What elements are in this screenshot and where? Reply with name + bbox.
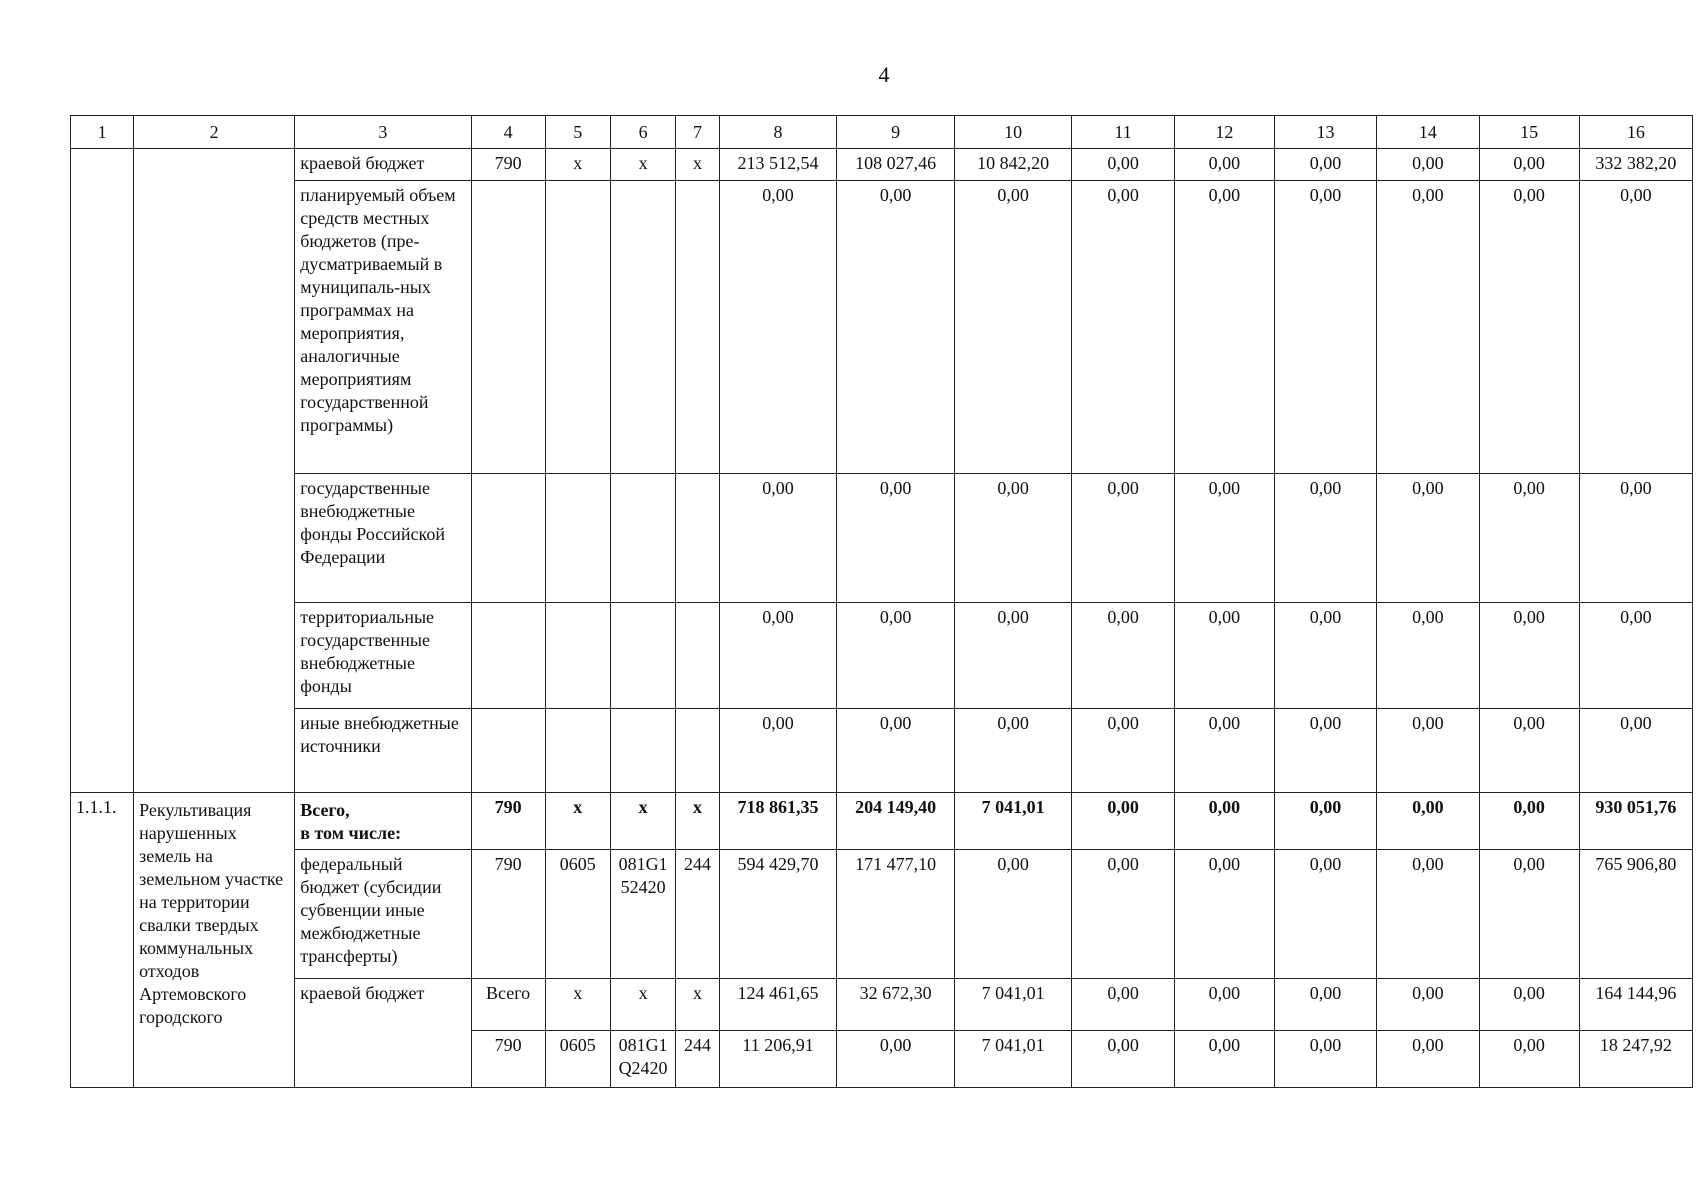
value-cell: 0,00 [1174, 181, 1274, 474]
funding-source: краевой бюджет [295, 149, 471, 181]
value-cell: 594 429,70 [719, 850, 837, 979]
code-cell [545, 181, 610, 474]
funding-source: государственные внебюджетные фонды Российской Федерации [295, 474, 471, 603]
activity-name-cell: Рекультивация нарушенных земель на земельном участке на территории свалки твердых коммунальных отходов Артемовского городского [134, 793, 295, 1088]
value-cell: 0,00 [719, 603, 837, 709]
code-cell [471, 181, 545, 474]
value-cell: 0,00 [1072, 474, 1174, 603]
value-cell: 0,00 [1377, 979, 1479, 1031]
code-cell [676, 474, 720, 603]
table-row [71, 979, 1693, 1031]
value-cell: 0,00 [1377, 793, 1479, 850]
code-cell: 081G1 52420 [610, 850, 675, 979]
value-cell: 0,00 [1274, 149, 1376, 181]
col-header: 13 [1274, 116, 1376, 149]
value-cell: 0,00 [954, 603, 1072, 709]
col-header: 11 [1072, 116, 1174, 149]
code-cell: 081G1 Q2420 [610, 1031, 675, 1088]
funding-source: территориальные государственные внебюджетные фонды [295, 603, 471, 709]
value-cell: 7 041,01 [954, 1031, 1072, 1088]
value-cell: 18 247,92 [1579, 1031, 1692, 1088]
value-cell: 11 206,91 [719, 1031, 837, 1088]
value-cell: 0,00 [719, 181, 837, 474]
value-cell: 0,00 [719, 709, 837, 793]
col-header: 9 [837, 116, 955, 149]
value-cell: 0,00 [1579, 603, 1692, 709]
value-cell: 0,00 [1274, 793, 1376, 850]
value-cell: 0,00 [1377, 850, 1479, 979]
value-cell: 930 051,76 [1579, 793, 1692, 850]
value-cell: 0,00 [1579, 709, 1692, 793]
value-cell: 0,00 [1274, 850, 1376, 979]
value-cell: 0,00 [1579, 181, 1692, 474]
value-cell: 0,00 [1072, 603, 1174, 709]
header-row [71, 116, 1693, 149]
col-header: 4 [471, 116, 545, 149]
value-cell: 0,00 [1174, 603, 1274, 709]
value-cell: 0,00 [837, 603, 955, 709]
code-cell: Всего [471, 979, 545, 1031]
code-cell: 244 [676, 850, 720, 979]
funding-source: планируемый объем средств местных бюджетов (пре-дусматриваемый в муниципаль-ных программах на мероприятия, аналогичные мероприятиям государственной программы) [295, 181, 471, 474]
value-cell: 0,00 [1274, 603, 1376, 709]
code-cell: 0605 [545, 1031, 610, 1088]
col-header: 1 [71, 116, 134, 149]
value-cell: 0,00 [837, 474, 955, 603]
code-cell [676, 181, 720, 474]
value-cell: 0,00 [1072, 1031, 1174, 1088]
code-cell: 244 [676, 1031, 720, 1088]
code-cell [471, 709, 545, 793]
table-row [71, 709, 1693, 793]
value-cell: 0,00 [1377, 474, 1479, 603]
value-cell: 0,00 [1479, 793, 1579, 850]
value-cell: 0,00 [954, 181, 1072, 474]
code-cell: х [545, 793, 610, 850]
value-cell: 0,00 [1174, 793, 1274, 850]
value-cell: 0,00 [1072, 149, 1174, 181]
code-cell: х [610, 793, 675, 850]
value-cell: 765 906,80 [1579, 850, 1692, 979]
value-cell: 0,00 [1072, 979, 1174, 1031]
code-cell: х [676, 149, 720, 181]
value-cell: 0,00 [1274, 474, 1376, 603]
col-header: 3 [295, 116, 471, 149]
value-cell: 0,00 [1174, 149, 1274, 181]
value-cell: 0,00 [1479, 1031, 1579, 1088]
code-cell: х [545, 979, 610, 1031]
col-header: 8 [719, 116, 837, 149]
row-number-cell: 1.1.1. [71, 793, 134, 1088]
value-cell: 0,00 [1377, 709, 1479, 793]
value-cell: 0,00 [1479, 979, 1579, 1031]
value-cell: 0,00 [1072, 850, 1174, 979]
table-row-total [71, 793, 1693, 850]
value-cell: 0,00 [1072, 181, 1174, 474]
code-cell [676, 603, 720, 709]
funding-source: иные внебюджетные источники [295, 709, 471, 793]
code-cell: 0605 [545, 850, 610, 979]
col-header: 10 [954, 116, 1072, 149]
code-cell: х [610, 149, 675, 181]
col-header: 12 [1174, 116, 1274, 149]
activity-name-cell [134, 149, 295, 793]
page-number: 4 [878, 62, 890, 87]
value-cell: 0,00 [1579, 474, 1692, 603]
value-cell: 7 041,01 [954, 793, 1072, 850]
value-cell: 0,00 [1274, 709, 1376, 793]
value-cell: 10 842,20 [954, 149, 1072, 181]
code-cell [545, 709, 610, 793]
value-cell: 0,00 [1072, 709, 1174, 793]
value-cell: 108 027,46 [837, 149, 955, 181]
value-cell: 0,00 [954, 709, 1072, 793]
col-header: 15 [1479, 116, 1579, 149]
table-row [71, 603, 1693, 709]
value-cell: 0,00 [1479, 149, 1579, 181]
value-cell: 0,00 [1072, 793, 1174, 850]
code-cell: х [610, 979, 675, 1031]
value-cell: 0,00 [837, 709, 955, 793]
code-cell: 790 [471, 149, 545, 181]
funding-source: Всего, в том числе: [295, 793, 471, 850]
value-cell: 718 861,35 [719, 793, 837, 850]
value-cell: 124 461,65 [719, 979, 837, 1031]
value-cell: 0,00 [1377, 1031, 1479, 1088]
code-cell [610, 181, 675, 474]
code-cell: 790 [471, 793, 545, 850]
row-number-cell [71, 149, 134, 793]
value-cell: 332 382,20 [1579, 149, 1692, 181]
code-cell [545, 474, 610, 603]
funding-source: краевой бюджет [295, 979, 471, 1088]
col-header: 14 [1377, 116, 1479, 149]
value-cell: 0,00 [1174, 1031, 1274, 1088]
code-cell [471, 474, 545, 603]
value-cell: 32 672,30 [837, 979, 955, 1031]
value-cell: 0,00 [1479, 850, 1579, 979]
code-cell [610, 709, 675, 793]
col-header: 7 [676, 116, 720, 149]
table-row [71, 149, 1693, 181]
code-cell: 790 [471, 1031, 545, 1088]
table-row [71, 474, 1693, 603]
table-row [71, 850, 1693, 979]
value-cell: 171 477,10 [837, 850, 955, 979]
col-header: 16 [1579, 116, 1692, 149]
value-cell: 0,00 [1479, 474, 1579, 603]
value-cell: 0,00 [1274, 181, 1376, 474]
value-cell: 164 144,96 [1579, 979, 1692, 1031]
value-cell: 204 149,40 [837, 793, 955, 850]
code-cell [610, 603, 675, 709]
code-cell: х [676, 979, 720, 1031]
code-cell [610, 474, 675, 603]
value-cell: 213 512,54 [719, 149, 837, 181]
code-cell [676, 709, 720, 793]
code-cell [545, 603, 610, 709]
value-cell: 0,00 [1174, 850, 1274, 979]
value-cell: 0,00 [1377, 603, 1479, 709]
value-cell: 0,00 [1377, 181, 1479, 474]
value-cell: 0,00 [1174, 979, 1274, 1031]
code-cell: 790 [471, 850, 545, 979]
table-row [71, 181, 1693, 474]
value-cell: 0,00 [1274, 1031, 1376, 1088]
code-cell [471, 603, 545, 709]
value-cell: 0,00 [837, 181, 955, 474]
value-cell: 0,00 [1479, 181, 1579, 474]
value-cell: 0,00 [1479, 603, 1579, 709]
col-header: 5 [545, 116, 610, 149]
value-cell: 0,00 [719, 474, 837, 603]
funding-source: федеральный бюджет (субсидии субвенции иные межбюджетные трансферты) [295, 850, 471, 979]
value-cell: 0,00 [954, 474, 1072, 603]
value-cell: 7 041,01 [954, 979, 1072, 1031]
budget-table [70, 115, 1693, 1088]
col-header: 6 [610, 116, 675, 149]
value-cell: 0,00 [837, 1031, 955, 1088]
value-cell: 0,00 [1174, 474, 1274, 603]
value-cell: 0,00 [1377, 149, 1479, 181]
value-cell: 0,00 [1479, 709, 1579, 793]
value-cell: 0,00 [1274, 979, 1376, 1031]
code-cell: х [545, 149, 610, 181]
value-cell: 0,00 [1174, 709, 1274, 793]
code-cell: х [676, 793, 720, 850]
col-header: 2 [134, 116, 295, 149]
value-cell: 0,00 [954, 850, 1072, 979]
